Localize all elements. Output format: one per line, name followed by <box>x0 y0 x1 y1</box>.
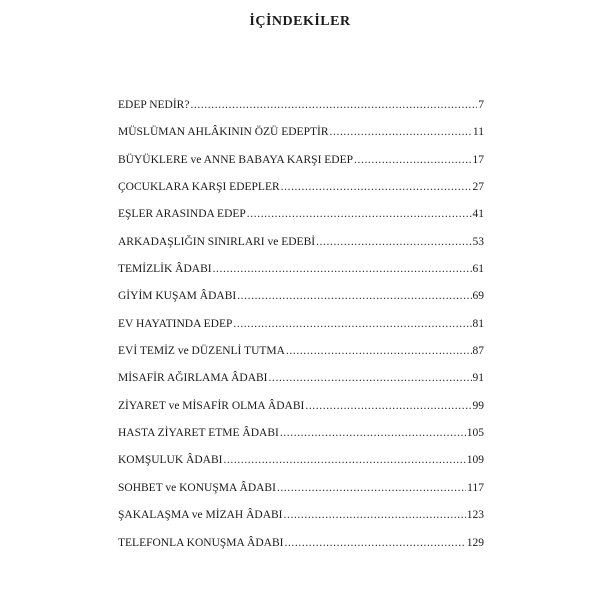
toc-dot-leader <box>237 283 471 310</box>
toc-entry <box>118 530 484 557</box>
toc-entry-title: SOHBET ve KONUŞMA ÂDABI <box>118 481 276 494</box>
toc-entry-title: MÜSLÜMAN AHLÂKININ ÖZÜ EDEPTİR <box>118 126 329 139</box>
toc-entry-page: 109 <box>466 454 484 467</box>
toc-entry-title: EV HAYATINDA EDEP <box>118 317 233 330</box>
toc-dot-leader <box>277 475 466 502</box>
toc-entry-page: 61 <box>472 263 484 276</box>
toc-entry <box>118 393 484 420</box>
toc-entry-page: 129 <box>466 536 484 549</box>
toc-entry <box>118 119 484 146</box>
toc-dot-leader <box>281 174 472 201</box>
toc-dot-leader <box>269 365 472 392</box>
toc-dot-leader <box>286 338 472 365</box>
toc-entry <box>118 502 484 529</box>
toc-dot-leader <box>305 393 471 420</box>
toc-entry-title: EŞLER ARASINDA EDEP <box>118 208 246 221</box>
toc-entry-title: TELEFONLA KONUŞMA ÂDABI <box>118 536 284 549</box>
toc-entry-page: 7 <box>478 99 484 111</box>
toc-dot-leader <box>223 447 465 474</box>
toc-entry-title: EVİ TEMİZ ve DÜZENLİ TUTMA <box>118 345 285 358</box>
toc-entry <box>118 229 484 256</box>
toc-entry-title: KOMŞULUK ÂDABI <box>118 454 223 467</box>
toc-entry-title: HASTA ZİYARET ETME ÂDABI <box>118 427 279 440</box>
toc-dot-leader <box>190 92 477 119</box>
toc-entry <box>118 338 484 365</box>
toc-entry-title: MİSAFİR AĞIRLAMA ÂDABI <box>118 372 268 385</box>
toc-entry-page: 99 <box>472 399 484 412</box>
table-of-contents <box>118 92 484 557</box>
toc-entry-page: 105 <box>466 427 484 440</box>
toc-dot-leader <box>247 201 472 228</box>
toc-entry-page: 17 <box>472 153 484 166</box>
toc-entry <box>118 174 484 201</box>
toc-entry <box>118 283 484 310</box>
toc-entry-title: ŞAKALAŞMA ve MİZAH ÂDABI <box>118 509 283 522</box>
toc-dot-leader <box>330 119 472 146</box>
toc-dot-leader <box>213 256 472 283</box>
toc-dot-leader <box>284 502 466 529</box>
toc-entry-title: BÜYÜKLERE ve ANNE BABAYA KARŞI EDEP <box>118 153 354 166</box>
toc-entry-page: 27 <box>472 181 484 194</box>
toc-entry-page: 87 <box>472 345 484 358</box>
toc-entry-title: GİYİM KUŞAM ÂDABI <box>118 290 237 303</box>
toc-dot-leader <box>280 420 466 447</box>
toc-entry-title: ÇOCUKLARA KARŞI EDEPLER <box>118 181 280 194</box>
toc-entry-page: 117 <box>467 481 484 494</box>
toc-entry <box>118 420 484 447</box>
toc-entry <box>118 311 484 338</box>
toc-entry <box>118 256 484 283</box>
toc-entry-page: 11 <box>472 126 484 139</box>
toc-dot-leader <box>233 311 471 338</box>
toc-dot-leader <box>316 229 471 256</box>
toc-dot-leader <box>354 147 471 174</box>
toc-entry-page: 81 <box>472 317 484 330</box>
toc-entry <box>118 365 484 392</box>
toc-entry-title: ZİYARET ve MİSAFİR OLMA ÂDABI <box>118 399 305 412</box>
toc-entry-page: 123 <box>466 509 484 522</box>
toc-entry-page: 69 <box>472 290 484 303</box>
toc-entry <box>118 447 484 474</box>
toc-entry <box>118 475 484 502</box>
toc-entry <box>118 92 484 119</box>
toc-dot-leader <box>284 530 465 557</box>
toc-entry-page: 41 <box>472 208 484 221</box>
toc-entry <box>118 147 484 174</box>
toc-entry-page: 53 <box>472 235 484 248</box>
toc-entry-title: TEMİZLİK ÂDABI <box>118 263 212 276</box>
toc-entry-title: ARKADAŞLIĞIN SINIRLARI ve EDEBİ <box>118 235 316 248</box>
toc-entry-page: 91 <box>472 372 484 385</box>
page-title: İÇİNDEKİLER <box>249 14 351 29</box>
toc-entry <box>118 201 484 228</box>
toc-entry-title: EDEP NEDİR? <box>118 99 190 111</box>
